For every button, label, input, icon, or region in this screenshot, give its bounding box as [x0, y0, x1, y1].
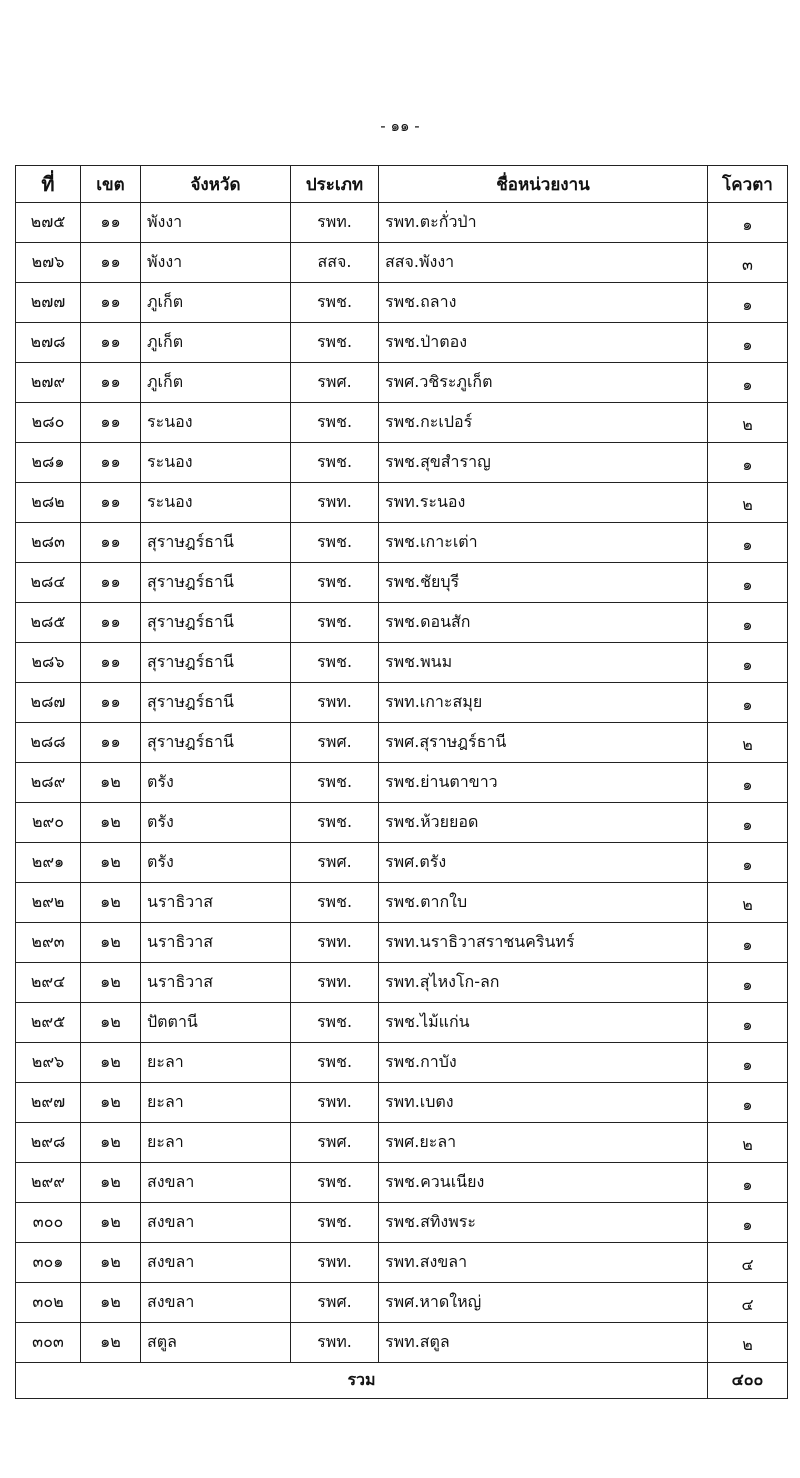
- cell-quota: ๑: [708, 1003, 788, 1043]
- cell-province: ยะลา: [141, 1123, 291, 1163]
- table-row: [16, 723, 788, 763]
- table-row: [16, 363, 788, 403]
- table-row: [16, 883, 788, 923]
- cell-unit: รพศ.หาดใหญ่: [379, 1283, 708, 1323]
- cell-no: ๒๗๘: [16, 323, 81, 363]
- cell-province: สุราษฎร์ธานี: [141, 683, 291, 723]
- cell-unit: รพท.เกาะสมุย: [379, 683, 708, 723]
- cell-province: สงขลา: [141, 1283, 291, 1323]
- header-province: จังหวัด: [141, 166, 291, 203]
- cell-zone: ๑๒: [81, 1243, 141, 1283]
- cell-zone: ๑๑: [81, 563, 141, 603]
- cell-quota: ๒: [708, 1123, 788, 1163]
- table-row: [16, 1243, 788, 1283]
- cell-unit: รพช.สุขสำราญ: [379, 443, 708, 483]
- cell-zone: ๑๑: [81, 523, 141, 563]
- cell-type: รพท.: [291, 1243, 379, 1283]
- cell-no: ๒๙๕: [16, 1003, 81, 1043]
- cell-type: รพท.: [291, 203, 379, 243]
- table-row: [16, 1043, 788, 1083]
- cell-no: ๓๐๓: [16, 1323, 81, 1363]
- cell-unit: รพท.ตะกั่วป่า: [379, 203, 708, 243]
- cell-unit: รพศ.สุราษฎร์ธานี: [379, 723, 708, 763]
- cell-zone: ๑๑: [81, 243, 141, 283]
- cell-province: สุราษฎร์ธานี: [141, 603, 291, 643]
- cell-zone: ๑๑: [81, 403, 141, 443]
- table-row: [16, 1203, 788, 1243]
- table-row: [16, 643, 788, 683]
- cell-quota: ๑: [708, 443, 788, 483]
- cell-zone: ๑๒: [81, 1083, 141, 1123]
- table-row: [16, 483, 788, 523]
- cell-no: ๒๙๖: [16, 1043, 81, 1083]
- cell-unit: รพศ.ยะลา: [379, 1123, 708, 1163]
- table-row: [16, 1283, 788, 1323]
- cell-quota: ๑: [708, 323, 788, 363]
- cell-zone: ๑๒: [81, 1123, 141, 1163]
- cell-unit: รพช.ดอนสัก: [379, 603, 708, 643]
- cell-province: สงขลา: [141, 1203, 291, 1243]
- cell-quota: ๑: [708, 1083, 788, 1123]
- cell-type: รพช.: [291, 283, 379, 323]
- cell-province: ยะลา: [141, 1083, 291, 1123]
- cell-unit: รพช.ตากใบ: [379, 883, 708, 923]
- cell-unit: รพช.สทิงพระ: [379, 1203, 708, 1243]
- cell-unit: รพช.ควนเนียง: [379, 1163, 708, 1203]
- cell-type: รพช.: [291, 323, 379, 363]
- cell-unit: รพช.กาบัง: [379, 1043, 708, 1083]
- cell-province: ภูเก็ต: [141, 363, 291, 403]
- cell-quota: ๓: [708, 243, 788, 283]
- cell-no: ๒๗๖: [16, 243, 81, 283]
- cell-no: ๒๙๘: [16, 1123, 81, 1163]
- cell-unit: รพช.ห้วยยอด: [379, 803, 708, 843]
- cell-unit: รพช.พนม: [379, 643, 708, 683]
- cell-unit: รพท.ระนอง: [379, 483, 708, 523]
- cell-province: ภูเก็ต: [141, 323, 291, 363]
- table-row: [16, 523, 788, 563]
- cell-no: ๒๗๙: [16, 363, 81, 403]
- cell-province: สตูล: [141, 1323, 291, 1363]
- cell-zone: ๑๒: [81, 1323, 141, 1363]
- cell-no: ๒๙๙: [16, 1163, 81, 1203]
- cell-zone: ๑๑: [81, 283, 141, 323]
- cell-no: ๒๗๕: [16, 203, 81, 243]
- cell-unit: รพช.ย่านตาขาว: [379, 763, 708, 803]
- table-row: [16, 1323, 788, 1363]
- cell-unit: รพท.สุไหงโก-ลก: [379, 963, 708, 1003]
- cell-type: รพช.: [291, 1163, 379, 1203]
- cell-quota: ๑: [708, 963, 788, 1003]
- cell-type: รพศ.: [291, 843, 379, 883]
- cell-type: รพท.: [291, 483, 379, 523]
- total-row: [16, 1363, 788, 1399]
- cell-quota: ๑: [708, 923, 788, 963]
- cell-zone: ๑๑: [81, 323, 141, 363]
- cell-zone: ๑๒: [81, 963, 141, 1003]
- cell-unit: รพช.ชัยบุรี: [379, 563, 708, 603]
- header-quota: โควตา: [708, 166, 788, 203]
- cell-type: รพช.: [291, 763, 379, 803]
- cell-type: รพศ.: [291, 1123, 379, 1163]
- cell-quota: ๑: [708, 203, 788, 243]
- cell-type: รพช.: [291, 563, 379, 603]
- table-row: [16, 203, 788, 243]
- cell-quota: ๑: [708, 763, 788, 803]
- cell-type: รพท.: [291, 1323, 379, 1363]
- cell-unit: รพศ.วชิระภูเก็ต: [379, 363, 708, 403]
- table-row: [16, 843, 788, 883]
- cell-no: ๒๘๓: [16, 523, 81, 563]
- cell-no: ๒๙๑: [16, 843, 81, 883]
- cell-unit: รพศ.ตรัง: [379, 843, 708, 883]
- cell-quota: ๒: [708, 483, 788, 523]
- table-header-row: [16, 166, 788, 203]
- cell-unit: รพช.ป่าตอง: [379, 323, 708, 363]
- cell-zone: ๑๑: [81, 203, 141, 243]
- cell-no: ๒๙๒: [16, 883, 81, 923]
- cell-unit: รพท.สตูล: [379, 1323, 708, 1363]
- cell-type: รพช.: [291, 883, 379, 923]
- table-row: [16, 283, 788, 323]
- cell-unit: รพช.ถลาง: [379, 283, 708, 323]
- cell-type: รพท.: [291, 923, 379, 963]
- page-number: - ๑๑ -: [380, 117, 420, 135]
- cell-no: ๒๘๘: [16, 723, 81, 763]
- header-no: ที่: [16, 166, 81, 203]
- cell-quota: ๑: [708, 683, 788, 723]
- cell-zone: ๑๑: [81, 723, 141, 763]
- cell-type: สสจ.: [291, 243, 379, 283]
- cell-zone: ๑๒: [81, 1043, 141, 1083]
- header-type: ประเภท: [291, 166, 379, 203]
- cell-type: รพช.: [291, 443, 379, 483]
- cell-zone: ๑๑: [81, 363, 141, 403]
- table-row: [16, 443, 788, 483]
- cell-province: ปัตตานี: [141, 1003, 291, 1043]
- header-zone: เขต: [81, 166, 141, 203]
- cell-zone: ๑๒: [81, 923, 141, 963]
- cell-province: นราธิวาส: [141, 963, 291, 1003]
- table-row: [16, 243, 788, 283]
- cell-quota: ๑: [708, 843, 788, 883]
- table-row: [16, 1083, 788, 1123]
- cell-province: นราธิวาส: [141, 923, 291, 963]
- cell-unit: สสจ.พังงา: [379, 243, 708, 283]
- cell-province: ระนอง: [141, 483, 291, 523]
- cell-type: รพช.: [291, 523, 379, 563]
- header-unit: ชื่อหน่วยงาน: [379, 166, 708, 203]
- table-row: [16, 563, 788, 603]
- cell-quota: ๒: [708, 883, 788, 923]
- cell-unit: รพช.ไม้แก่น: [379, 1003, 708, 1043]
- cell-unit: รพท.เบตง: [379, 1083, 708, 1123]
- cell-type: รพศ.: [291, 723, 379, 763]
- cell-province: ยะลา: [141, 1043, 291, 1083]
- cell-no: ๒๘๙: [16, 763, 81, 803]
- quota-table: [15, 165, 788, 1399]
- cell-zone: ๑๑: [81, 483, 141, 523]
- cell-unit: รพช.เกาะเต่า: [379, 523, 708, 563]
- cell-quota: ๒: [708, 723, 788, 763]
- cell-type: รพท.: [291, 1083, 379, 1123]
- cell-no: ๓๐๒: [16, 1283, 81, 1323]
- cell-province: นราธิวาส: [141, 883, 291, 923]
- cell-quota: ๑: [708, 643, 788, 683]
- cell-zone: ๑๒: [81, 803, 141, 843]
- cell-no: ๒๘๒: [16, 483, 81, 523]
- cell-province: ภูเก็ต: [141, 283, 291, 323]
- cell-quota: ๑: [708, 363, 788, 403]
- cell-type: รพช.: [291, 1043, 379, 1083]
- cell-zone: ๑๒: [81, 1163, 141, 1203]
- cell-province: สงขลา: [141, 1243, 291, 1283]
- cell-province: ตรัง: [141, 763, 291, 803]
- cell-unit: รพช.กะเปอร์: [379, 403, 708, 443]
- cell-quota: ๑: [708, 1163, 788, 1203]
- cell-no: ๒๙๓: [16, 923, 81, 963]
- cell-province: สุราษฎร์ธานี: [141, 523, 291, 563]
- table-row: [16, 323, 788, 363]
- cell-quota: ๔: [708, 1243, 788, 1283]
- cell-quota: ๑: [708, 563, 788, 603]
- table-row: [16, 923, 788, 963]
- table-row: [16, 1123, 788, 1163]
- cell-type: รพศ.: [291, 363, 379, 403]
- cell-province: สงขลา: [141, 1163, 291, 1203]
- table-row: [16, 963, 788, 1003]
- total-label: รวม: [16, 1363, 708, 1399]
- table-row: [16, 1163, 788, 1203]
- cell-no: ๒๘๔: [16, 563, 81, 603]
- cell-zone: ๑๒: [81, 763, 141, 803]
- total-value: ๔๐๐: [708, 1363, 788, 1399]
- cell-type: รพท.: [291, 683, 379, 723]
- cell-zone: ๑๒: [81, 883, 141, 923]
- cell-type: รพช.: [291, 603, 379, 643]
- table-row: [16, 1003, 788, 1043]
- cell-unit: รพท.นราธิวาสราชนครินทร์: [379, 923, 708, 963]
- cell-no: ๒๘๖: [16, 643, 81, 683]
- cell-province: ตรัง: [141, 843, 291, 883]
- cell-quota: ๒: [708, 1323, 788, 1363]
- cell-province: พังงา: [141, 203, 291, 243]
- cell-type: รพศ.: [291, 1283, 379, 1323]
- cell-type: รพช.: [291, 1003, 379, 1043]
- cell-zone: ๑๑: [81, 603, 141, 643]
- cell-no: ๒๙๐: [16, 803, 81, 843]
- cell-zone: ๑๒: [81, 843, 141, 883]
- cell-zone: ๑๒: [81, 1203, 141, 1243]
- cell-no: ๒๗๗: [16, 283, 81, 323]
- table-row: [16, 403, 788, 443]
- cell-type: รพท.: [291, 963, 379, 1003]
- cell-quota: ๑: [708, 523, 788, 563]
- cell-quota: ๑: [708, 803, 788, 843]
- cell-province: ระนอง: [141, 443, 291, 483]
- cell-province: ตรัง: [141, 803, 291, 843]
- table-row: [16, 603, 788, 643]
- cell-no: ๒๘๑: [16, 443, 81, 483]
- cell-type: รพช.: [291, 1203, 379, 1243]
- cell-province: สุราษฎร์ธานี: [141, 563, 291, 603]
- cell-zone: ๑๒: [81, 1003, 141, 1043]
- cell-no: ๒๘๐: [16, 403, 81, 443]
- cell-type: รพช.: [291, 803, 379, 843]
- cell-type: รพช.: [291, 403, 379, 443]
- cell-quota: ๑: [708, 1203, 788, 1243]
- cell-zone: ๑๑: [81, 443, 141, 483]
- table-row: [16, 683, 788, 723]
- cell-no: ๓๐๑: [16, 1243, 81, 1283]
- cell-unit: รพท.สงขลา: [379, 1243, 708, 1283]
- cell-no: ๒๙๔: [16, 963, 81, 1003]
- cell-quota: ๔: [708, 1283, 788, 1323]
- cell-quota: ๑: [708, 603, 788, 643]
- cell-zone: ๑๑: [81, 683, 141, 723]
- cell-no: ๓๐๐: [16, 1203, 81, 1243]
- cell-province: สุราษฎร์ธานี: [141, 723, 291, 763]
- cell-province: สุราษฎร์ธานี: [141, 643, 291, 683]
- cell-type: รพช.: [291, 643, 379, 683]
- cell-province: พังงา: [141, 243, 291, 283]
- table-row: [16, 803, 788, 843]
- cell-no: ๒๙๗: [16, 1083, 81, 1123]
- cell-no: ๒๘๕: [16, 603, 81, 643]
- cell-quota: ๒: [708, 403, 788, 443]
- cell-no: ๒๘๗: [16, 683, 81, 723]
- cell-zone: ๑๑: [81, 643, 141, 683]
- cell-zone: ๑๒: [81, 1283, 141, 1323]
- table-row: [16, 763, 788, 803]
- cell-province: ระนอง: [141, 403, 291, 443]
- cell-quota: ๑: [708, 283, 788, 323]
- cell-quota: ๑: [708, 1043, 788, 1083]
